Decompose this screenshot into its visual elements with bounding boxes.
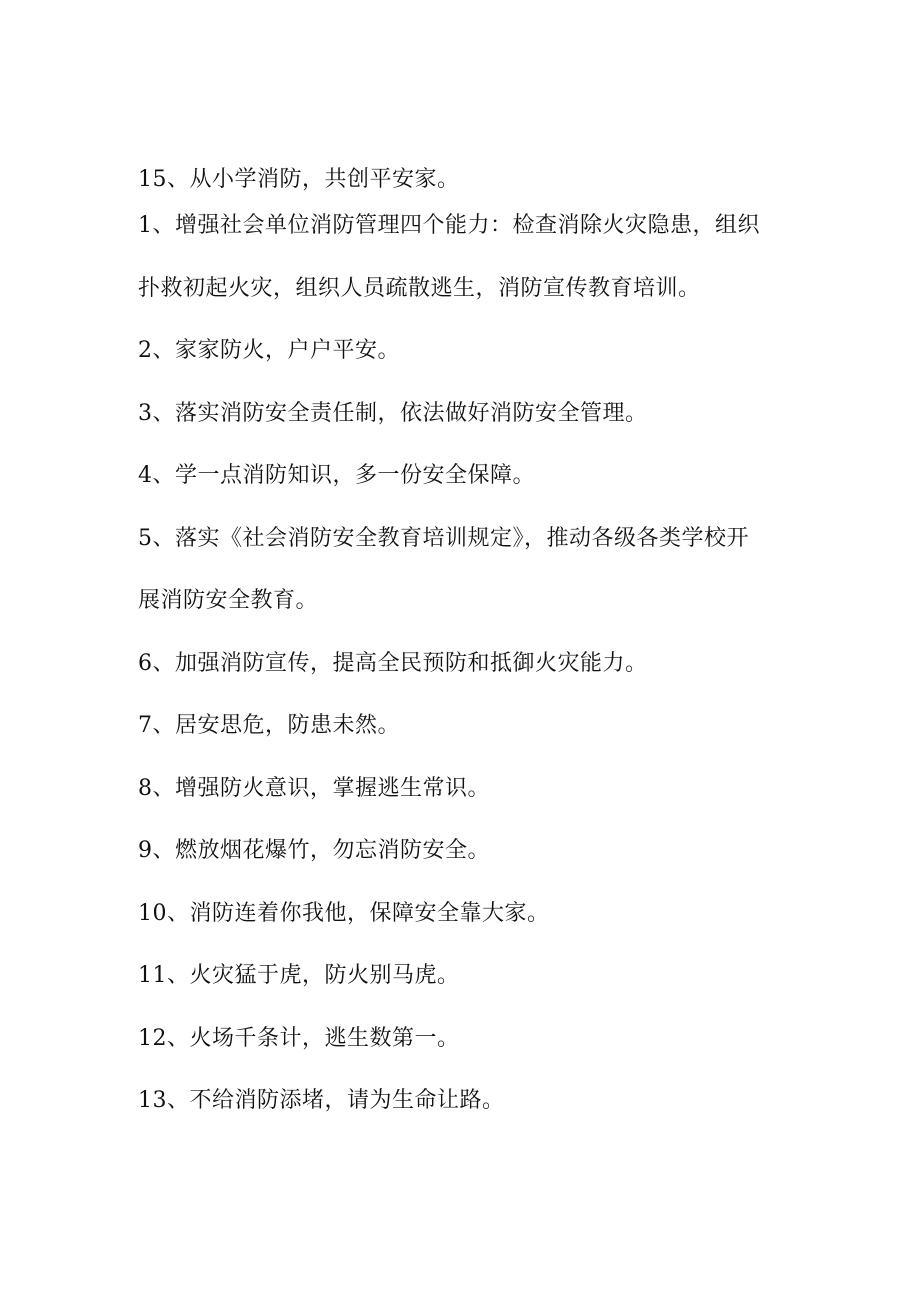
slogan-line-6: 6、加强消防宣传，提高全民预防和抵御火灾能力。: [138, 650, 648, 676]
slogan-list: [138, 160, 788, 1144]
slogan-line-15: 15、从小学消防，共创平安家。: [138, 167, 460, 192]
slogan-line-3: 3、落实消防安全责任制，依法做好消防安全管理。: [138, 400, 648, 426]
slogan-line-7: 7、居安思危，防患未然。: [138, 713, 400, 738]
slogan-line-13: 13、不给消防添堵，请为生命让路。: [138, 1088, 505, 1113]
slogan-line-4: 4、学一点消防知识，多一份安全保障。: [138, 463, 535, 488]
slogan-line-2: 2、家家防火，户户平安。: [138, 338, 400, 363]
slogan-line-5b: 展消防安全教育。: [138, 588, 319, 613]
slogan-line-1a: 1、增强社会单位消防管理四个能力：检查消除火灾隐患，组织: [138, 213, 760, 238]
slogan-line-11: 11、火灾猛于虎，防火别马虎。: [138, 963, 460, 988]
slogan-line-8: 8、增强防火意识，掌握逃生常识。: [138, 775, 490, 801]
slogan-line-10: 10、消防连着你我他，保障安全靠大家。: [138, 900, 550, 926]
slogan-line-9: 9、燃放烟花爆竹，勿忘消防安全。: [138, 838, 490, 863]
slogan-line-5a: 5、落实《社会消防安全教育培训规定》，推动各级各类学校开: [138, 525, 749, 551]
slogan-line-12: 12、火场千条计，逃生数第一。: [138, 1025, 460, 1051]
slogan-line-1b: 扑救初起火灾，组织人员疏散逃生，消防宣传教育培训。: [138, 275, 701, 301]
